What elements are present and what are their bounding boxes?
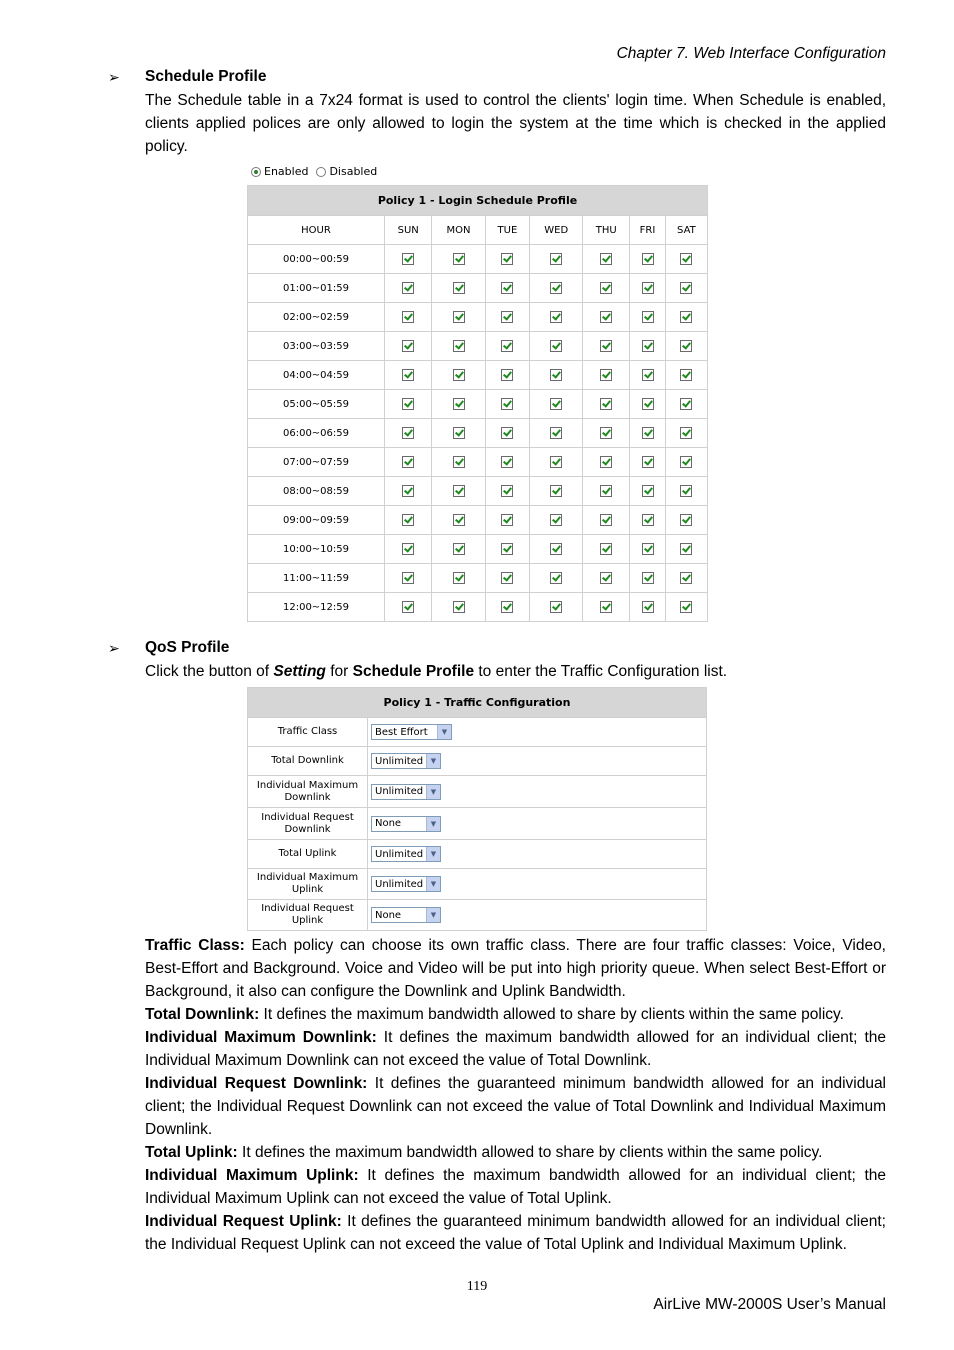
schedule-row: [248, 274, 708, 303]
selected-value: Unlimited: [375, 786, 424, 797]
hour-range-label: 08:00~08:59: [248, 477, 385, 506]
schedule-cell: [485, 593, 529, 622]
schedule-checkbox[interactable]: [453, 311, 465, 323]
traffic-config-row: [248, 840, 707, 869]
login-schedule-table: [247, 185, 708, 622]
schedule-checkbox[interactable]: [501, 253, 513, 265]
selected-value: Best Effort: [375, 726, 428, 738]
schedule-cell: [665, 303, 707, 332]
schedule-cell: [432, 564, 485, 593]
schedule-cell: [485, 303, 529, 332]
schedule-cell: [583, 477, 630, 506]
traffic-config-row: [248, 718, 707, 747]
schedule-cell: [385, 332, 432, 361]
traffic-table-title: Policy 1 - Traffic Configuration: [248, 688, 707, 718]
schedule-cell: [432, 593, 485, 622]
schedule-checkbox[interactable]: [642, 427, 654, 439]
traffic-field-label: Total Downlink: [248, 747, 368, 776]
traffic-field-value-cell: [368, 808, 707, 840]
traffic-field-select[interactable]: [371, 846, 441, 862]
schedule-checkbox[interactable]: [501, 398, 513, 410]
schedule-checkbox[interactable]: [402, 514, 414, 526]
schedule-cell: [583, 448, 630, 477]
schedule-checkbox[interactable]: [402, 485, 414, 497]
schedule-profile-description: The Schedule table in a 7x24 format is used to control the clients' login time. When Schedule is enabled, clients applied polices are only allowed to login the system at the time which is checked in the applied policy.: [145, 92, 886, 155]
schedule-checkbox[interactable]: [680, 514, 692, 526]
schedule-row: [248, 332, 708, 361]
traffic-config-row: [248, 900, 707, 931]
selected-value: Unlimited: [375, 878, 424, 890]
schedule-checkbox[interactable]: [453, 514, 465, 526]
schedule-row: [248, 303, 708, 332]
qos-profile-title: QoS Profile: [145, 639, 230, 656]
schedule-cell: [432, 535, 485, 564]
schedule-checkbox[interactable]: [501, 456, 513, 468]
schedule-cell: [432, 419, 485, 448]
schedule-row: [248, 361, 708, 390]
schedule-cell: [485, 361, 529, 390]
schedule-cell: [530, 448, 583, 477]
traffic-field-select[interactable]: [371, 784, 441, 800]
bullet-icon: ➢: [108, 69, 120, 85]
day-column-header: TUE: [485, 216, 529, 245]
schedule-checkbox[interactable]: [550, 427, 562, 439]
schedule-checkbox[interactable]: [501, 340, 513, 352]
schedule-checkbox[interactable]: [453, 485, 465, 497]
definition-item: [145, 1210, 886, 1256]
schedule-checkbox[interactable]: [453, 253, 465, 265]
schedule-cell: [485, 419, 529, 448]
schedule-checkbox[interactable]: [642, 543, 654, 555]
schedule-checkbox[interactable]: [402, 543, 414, 555]
schedule-checkbox[interactable]: [642, 340, 654, 352]
schedule-cell: [530, 535, 583, 564]
schedule-checkbox[interactable]: [680, 543, 692, 555]
schedule-checkbox[interactable]: [600, 514, 612, 526]
schedule-enable-radio-group: [251, 165, 385, 178]
schedule-cell: [583, 361, 630, 390]
schedule-cell: [385, 303, 432, 332]
traffic-config-row: [248, 808, 707, 840]
schedule-profile-title: Schedule Profile: [145, 68, 267, 85]
schedule-checkbox[interactable]: [402, 369, 414, 381]
schedule-checkbox[interactable]: [600, 456, 612, 468]
definition-item: [145, 1072, 886, 1141]
definition-term: Individual Request Uplink:: [145, 1213, 342, 1230]
traffic-field-select[interactable]: [371, 816, 441, 832]
schedule-cell: [665, 593, 707, 622]
schedule-checkbox[interactable]: [600, 398, 612, 410]
schedule-cell: [583, 564, 630, 593]
schedule-cell: [665, 390, 707, 419]
traffic-field-select[interactable]: [371, 907, 441, 923]
qos-definitions: [145, 934, 886, 1256]
chevron-down-icon[interactable]: ▼: [426, 785, 440, 799]
schedule-cell: [485, 245, 529, 274]
definition-term: Individual Maximum Uplink:: [145, 1167, 359, 1184]
day-column-header: THU: [583, 216, 630, 245]
chapter-header: Chapter 7. Web Interface Configuration: [616, 45, 886, 62]
schedule-cell: [630, 390, 666, 419]
hour-range-label: 09:00~09:59: [248, 506, 385, 535]
schedule-checkbox[interactable]: [550, 311, 562, 323]
schedule-checkbox[interactable]: [550, 369, 562, 381]
definition-term: Total Downlink:: [145, 1006, 260, 1023]
selected-value: None: [375, 818, 402, 829]
page-number: 119: [466, 1279, 488, 1294]
schedule-table-title: Policy 1 - Login Schedule Profile: [248, 186, 708, 216]
traffic-field-label: Individual Request Downlink: [248, 808, 368, 840]
definition-item: [145, 934, 886, 1003]
schedule-cell: [665, 361, 707, 390]
traffic-field-label: Individual Maximum Uplink: [248, 869, 368, 900]
schedule-checkbox[interactable]: [600, 572, 612, 584]
schedule-checkbox[interactable]: [600, 340, 612, 352]
traffic-field-select[interactable]: [371, 724, 452, 740]
schedule-row: [248, 506, 708, 535]
definition-text: It defines the guaranteed minimum bandwidth allowed for an individual client; the Individual Request Downlink can not exceed the value of Total Downlink and Individual Maximum Downlink.: [145, 1075, 887, 1138]
schedule-checkbox[interactable]: [600, 253, 612, 265]
schedule-checkbox[interactable]: [501, 572, 513, 584]
definition-term: Total Uplink:: [145, 1144, 238, 1161]
disabled-radio[interactable]: [316, 167, 326, 177]
schedule-cell: [530, 564, 583, 593]
schedule-row: [248, 419, 708, 448]
schedule-cell: [665, 477, 707, 506]
schedule-checkbox[interactable]: [550, 253, 562, 265]
schedule-checkbox[interactable]: [453, 340, 465, 352]
schedule-cell: [583, 303, 630, 332]
schedule-checkbox[interactable]: [680, 601, 692, 613]
schedule-cell: [485, 506, 529, 535]
hour-range-label: 03:00~03:59: [248, 332, 385, 361]
chevron-down-icon[interactable]: ▼: [426, 754, 440, 768]
schedule-cell: [665, 448, 707, 477]
disabled-radio-label: Disabled: [329, 165, 378, 178]
schedule-cell: [485, 477, 529, 506]
schedule-cell: [432, 245, 485, 274]
schedule-cell: [485, 564, 529, 593]
bullet-icon: ➢: [108, 640, 120, 656]
traffic-field-select[interactable]: [371, 876, 441, 892]
chevron-down-icon[interactable]: ▼: [426, 817, 440, 831]
traffic-config-row: [248, 869, 707, 900]
definition-text: It defines the maximum bandwidth allowed to share by clients within the same policy.: [259, 1006, 844, 1023]
schedule-cell: [432, 303, 485, 332]
traffic-field-value-cell: [368, 840, 707, 869]
schedule-cell: [385, 361, 432, 390]
schedule-cell: [385, 535, 432, 564]
schedule-cell: [665, 564, 707, 593]
schedule-cell: [432, 390, 485, 419]
definition-item: [145, 1164, 886, 1210]
schedule-checkbox[interactable]: [453, 601, 465, 613]
schedule-cell: [583, 419, 630, 448]
schedule-cell: [385, 506, 432, 535]
schedule-checkbox[interactable]: [453, 456, 465, 468]
qos-profile-intro: Click the button of Setting for Schedule Profile to enter the Traffic Configuration list.: [145, 663, 728, 680]
hour-column-header: HOUR: [248, 216, 385, 245]
schedule-cell: [530, 332, 583, 361]
enabled-radio-label: Enabled: [264, 165, 309, 178]
schedule-checkbox[interactable]: [550, 514, 562, 526]
schedule-cell: [630, 535, 666, 564]
schedule-checkbox[interactable]: [501, 369, 513, 381]
schedule-checkbox[interactable]: [402, 427, 414, 439]
schedule-cell: [530, 274, 583, 303]
schedule-cell: [385, 245, 432, 274]
schedule-cell: [665, 419, 707, 448]
definition-item: [145, 1026, 886, 1072]
traffic-config-row: [248, 747, 707, 776]
schedule-cell: [385, 593, 432, 622]
traffic-field-select[interactable]: [371, 753, 441, 769]
schedule-row: [248, 477, 708, 506]
schedule-checkbox[interactable]: [550, 282, 562, 294]
day-column-header: MON: [432, 216, 485, 245]
schedule-checkbox[interactable]: [550, 398, 562, 410]
schedule-cell: [630, 506, 666, 535]
schedule-cell: [530, 361, 583, 390]
schedule-cell: [630, 477, 666, 506]
schedule-checkbox[interactable]: [501, 311, 513, 323]
schedule-cell: [432, 448, 485, 477]
schedule-cell: [530, 245, 583, 274]
schedule-checkbox[interactable]: [600, 543, 612, 555]
definition-text: Each policy can choose its own traffic class. There are four traffic classes: Voice, Video, Best-Effort and Background. Voice and Video will be put into high priority queue. When select Best-Effort or Background, it also can configure the Downlink and Uplink Bandwidth.: [145, 937, 886, 1000]
hour-range-label: 02:00~02:59: [248, 303, 385, 332]
schedule-cell: [432, 506, 485, 535]
schedule-cell: [630, 245, 666, 274]
schedule-checkbox[interactable]: [453, 543, 465, 555]
schedule-checkbox[interactable]: [642, 282, 654, 294]
day-column-header: FRI: [630, 216, 666, 245]
schedule-checkbox[interactable]: [642, 398, 654, 410]
definition-text: It defines the guaranteed minimum bandwidth allowed for an individual client; the Individual Request Uplink can not exceed the value of Total Uplink and Individual Maximum Uplink.: [145, 1213, 886, 1253]
manual-footer: AirLive MW-2000S User’s Manual: [653, 1296, 886, 1313]
schedule-checkbox[interactable]: [642, 572, 654, 584]
schedule-cell: [630, 274, 666, 303]
schedule-checkbox[interactable]: [501, 543, 513, 555]
definition-item: [145, 1003, 886, 1026]
schedule-checkbox[interactable]: [680, 427, 692, 439]
selected-value: Unlimited: [375, 755, 424, 767]
schedule-cell: [530, 390, 583, 419]
schedule-checkbox[interactable]: [550, 543, 562, 555]
schedule-cell: [432, 332, 485, 361]
schedule-checkbox[interactable]: [402, 253, 414, 265]
hour-range-label: 11:00~11:59: [248, 564, 385, 593]
day-column-header: SUN: [385, 216, 432, 245]
schedule-checkbox[interactable]: [550, 340, 562, 352]
schedule-checkbox[interactable]: [501, 427, 513, 439]
schedule-checkbox[interactable]: [501, 485, 513, 497]
schedule-cell: [385, 419, 432, 448]
schedule-checkbox[interactable]: [680, 340, 692, 352]
schedule-cell: [385, 448, 432, 477]
schedule-cell: [583, 245, 630, 274]
schedule-cell: [665, 274, 707, 303]
definition-text: It defines the maximum bandwidth allowed for an individual client; the Individual Maximum Uplink can not exceed the value of Total Uplink.: [145, 1167, 887, 1207]
schedule-cell: [485, 448, 529, 477]
schedule-checkbox[interactable]: [402, 282, 414, 294]
schedule-checkbox[interactable]: [402, 311, 414, 323]
schedule-checkbox[interactable]: [680, 253, 692, 265]
day-column-header: WED: [530, 216, 583, 245]
hour-range-label: 01:00~01:59: [248, 274, 385, 303]
hour-range-label: 06:00~06:59: [248, 419, 385, 448]
schedule-checkbox[interactable]: [453, 282, 465, 294]
traffic-field-value-cell: [368, 776, 707, 808]
schedule-checkbox[interactable]: [642, 456, 654, 468]
definition-term: Individual Request Downlink:: [145, 1075, 368, 1092]
hour-range-label: 10:00~10:59: [248, 535, 385, 564]
traffic-field-label: Traffic Class: [248, 718, 368, 747]
schedule-cell: [385, 564, 432, 593]
schedule-checkbox[interactable]: [453, 369, 465, 381]
schedule-cell: [530, 419, 583, 448]
schedule-checkbox[interactable]: [402, 398, 414, 410]
traffic-field-value-cell: [368, 718, 707, 747]
schedule-cell: [630, 332, 666, 361]
schedule-cell: [583, 535, 630, 564]
schedule-cell: [432, 361, 485, 390]
schedule-checkbox[interactable]: [453, 427, 465, 439]
schedule-checkbox[interactable]: [680, 369, 692, 381]
schedule-checkbox[interactable]: [642, 311, 654, 323]
schedule-checkbox[interactable]: [680, 282, 692, 294]
day-column-header: SAT: [665, 216, 707, 245]
schedule-checkbox[interactable]: [402, 572, 414, 584]
traffic-configuration-table: [247, 687, 707, 931]
hour-range-label: 05:00~05:59: [248, 390, 385, 419]
hour-range-label: 00:00~00:59: [248, 245, 385, 274]
schedule-row: [248, 535, 708, 564]
schedule-cell: [630, 448, 666, 477]
schedule-row: [248, 448, 708, 477]
schedule-row: [248, 593, 708, 622]
traffic-field-value-cell: [368, 747, 707, 776]
hour-range-label: 07:00~07:59: [248, 448, 385, 477]
traffic-field-label: Individual Maximum Downlink: [248, 776, 368, 808]
schedule-checkbox[interactable]: [600, 601, 612, 613]
schedule-cell: [432, 477, 485, 506]
schedule-checkbox[interactable]: [550, 572, 562, 584]
selected-value: Unlimited: [375, 848, 424, 860]
schedule-checkbox[interactable]: [600, 282, 612, 294]
schedule-checkbox[interactable]: [642, 253, 654, 265]
schedule-cell: [665, 245, 707, 274]
schedule-cell: [485, 535, 529, 564]
schedule-checkbox[interactable]: [642, 601, 654, 613]
schedule-cell: [665, 535, 707, 564]
schedule-cell: [630, 419, 666, 448]
chevron-down-icon[interactable]: ▼: [426, 847, 440, 861]
schedule-checkbox[interactable]: [550, 456, 562, 468]
schedule-cell: [385, 477, 432, 506]
schedule-cell: [583, 332, 630, 361]
definition-text: It defines the maximum bandwidth allowed for an individual client; the Individual Maximum Downlink can not exceed the value of Total Downlink.: [145, 1029, 887, 1069]
schedule-checkbox[interactable]: [402, 601, 414, 613]
schedule-cell: [630, 303, 666, 332]
schedule-cell: [630, 361, 666, 390]
schedule-cell: [665, 332, 707, 361]
schedule-checkbox[interactable]: [600, 427, 612, 439]
schedule-checkbox[interactable]: [501, 601, 513, 613]
schedule-cell: [630, 564, 666, 593]
schedule-cell: [530, 506, 583, 535]
schedule-checkbox[interactable]: [642, 369, 654, 381]
schedule-cell: [583, 390, 630, 419]
schedule-checkbox[interactable]: [680, 456, 692, 468]
schedule-cell: [385, 274, 432, 303]
traffic-field-value-cell: [368, 900, 707, 931]
schedule-cell: [432, 274, 485, 303]
schedule-cell: [583, 506, 630, 535]
schedule-checkbox[interactable]: [501, 514, 513, 526]
schedule-cell: [385, 390, 432, 419]
traffic-field-value-cell: [368, 869, 707, 900]
schedule-checkbox[interactable]: [550, 601, 562, 613]
schedule-checkbox[interactable]: [453, 572, 465, 584]
definition-term: Individual Maximum Downlink:: [145, 1029, 377, 1046]
selected-value: None: [375, 909, 402, 921]
schedule-checkbox[interactable]: [402, 456, 414, 468]
traffic-config-row: [248, 776, 707, 808]
schedule-checkbox[interactable]: [600, 485, 612, 497]
hour-range-label: 12:00~12:59: [248, 593, 385, 622]
hour-range-label: 04:00~04:59: [248, 361, 385, 390]
chevron-down-icon[interactable]: ▼: [437, 725, 451, 739]
schedule-checkbox[interactable]: [453, 398, 465, 410]
definition-item: [145, 1141, 886, 1164]
chevron-down-icon[interactable]: ▼: [426, 908, 440, 922]
schedule-checkbox[interactable]: [600, 311, 612, 323]
chevron-down-icon[interactable]: ▼: [426, 877, 440, 891]
schedule-cell: [665, 506, 707, 535]
definition-term: Traffic Class:: [145, 937, 245, 954]
schedule-checkbox[interactable]: [642, 514, 654, 526]
schedule-checkbox[interactable]: [642, 485, 654, 497]
schedule-cell: [485, 390, 529, 419]
schedule-checkbox[interactable]: [680, 311, 692, 323]
schedule-cell: [485, 274, 529, 303]
schedule-checkbox[interactable]: [402, 340, 414, 352]
schedule-checkbox[interactable]: [600, 369, 612, 381]
schedule-checkbox[interactable]: [501, 282, 513, 294]
schedule-cell: [485, 332, 529, 361]
schedule-checkbox[interactable]: [680, 485, 692, 497]
definition-text: It defines the maximum bandwidth allowed to share by clients within the same policy.: [237, 1144, 823, 1161]
schedule-cell: [630, 593, 666, 622]
schedule-cell: [530, 593, 583, 622]
schedule-checkbox[interactable]: [680, 572, 692, 584]
schedule-row: [248, 564, 708, 593]
schedule-checkbox[interactable]: [680, 398, 692, 410]
schedule-cell: [530, 303, 583, 332]
schedule-cell: [530, 477, 583, 506]
schedule-checkbox[interactable]: [550, 485, 562, 497]
schedule-row: [248, 390, 708, 419]
schedule-cell: [583, 593, 630, 622]
traffic-field-label: Total Uplink: [248, 840, 368, 869]
schedule-cell: [583, 274, 630, 303]
traffic-field-label: Individual Request Uplink: [248, 900, 368, 931]
enabled-radio[interactable]: [251, 167, 261, 177]
schedule-row: [248, 245, 708, 274]
